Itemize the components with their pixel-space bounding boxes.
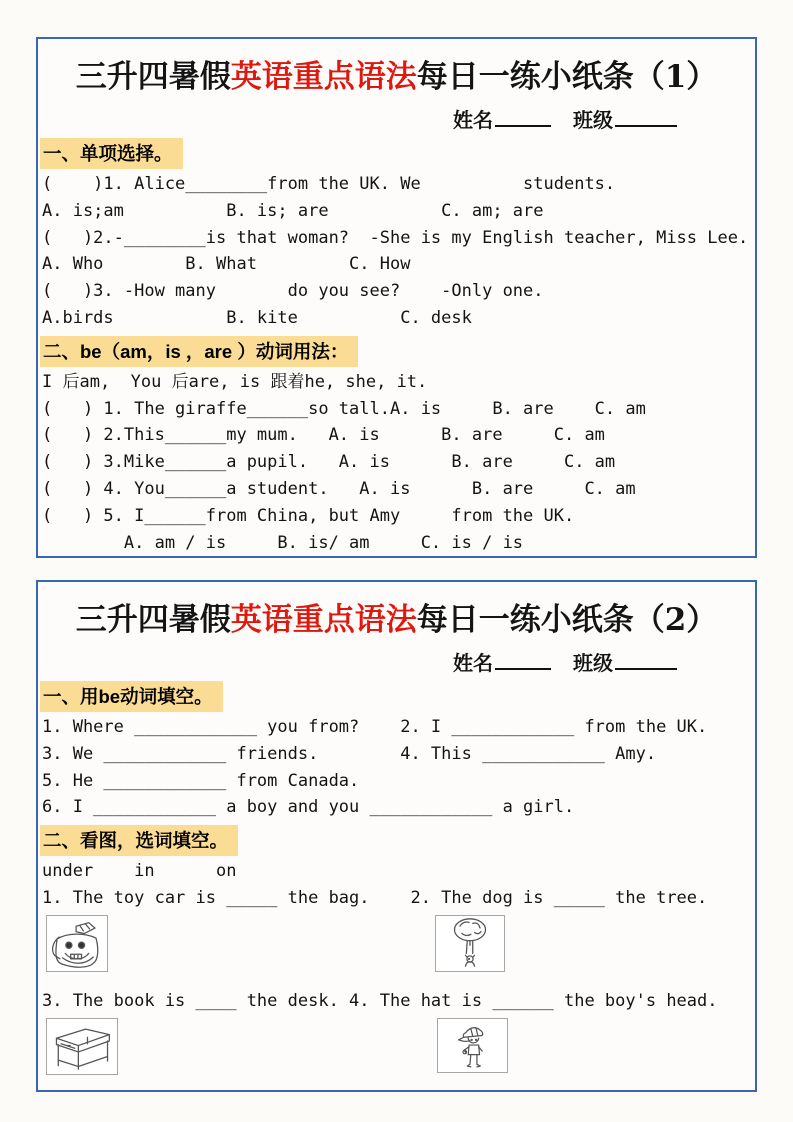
- picture-row-2: [38, 1015, 755, 1075]
- bag-image: [46, 915, 108, 972]
- name-class-line: [38, 647, 755, 677]
- section-1-header-label: 一、用be动词填空。: [40, 681, 223, 712]
- be-question-line: ( ) 5. I______from China, but Amy from the UK.: [42, 505, 575, 526]
- mc-question-line: ( )1. Alice________from the UK. We students.: [42, 174, 616, 194]
- boy-image: [437, 1018, 508, 1073]
- grammar-note-line: I 后am, You 后are, is 跟着he, she, it.: [42, 371, 428, 392]
- desk-image: [46, 1018, 118, 1075]
- title-suffix: 每日一练小纸条（2）: [416, 602, 718, 638]
- be-question-line: ( ) 3.Mike______a pupil. A. is B. are C. am: [42, 452, 616, 473]
- mc-options-line: A. Who B. What C. How: [42, 254, 411, 275]
- class-label: 班级: [573, 108, 613, 132]
- class-label: 班级: [573, 651, 613, 675]
- title-red-phrase: 英语重点语法: [230, 59, 417, 95]
- name-blank: [495, 650, 551, 670]
- name-blank: [495, 107, 551, 127]
- word-bank-line: under in on: [42, 861, 237, 882]
- section-2-header-label: 二、be（am，is ，are ）动词用法：: [40, 336, 358, 367]
- section-1-header-label: 一、单项选择。: [40, 138, 183, 169]
- worksheet-card-2: [36, 580, 757, 1092]
- worksheet-title-2: [38, 594, 755, 639]
- fill-blank-line: 6. I ____________ a boy and you ____________ a girl.: [42, 797, 575, 818]
- be-question-line: ( ) 4. You______a student. A. is B. are C. am: [42, 478, 636, 499]
- title-prefix: 三升四暑假: [75, 602, 231, 638]
- tree-image: [435, 915, 505, 972]
- fill-blank-line: 5. He ____________ from Canada.: [42, 770, 360, 791]
- be-question-line: ( ) 1. The giraffe______so tall.A. is B. are C. am: [42, 398, 646, 419]
- dog-under-tree-icon: [438, 917, 502, 969]
- worksheet-title-1: [38, 51, 755, 96]
- picture-row-1: [38, 912, 755, 988]
- worksheet-card-1: [36, 37, 757, 558]
- picture-question-line-1-2: 1. The toy car is _____ the bag. 2. The dog is _____ the tree.: [42, 887, 708, 908]
- mc-options-line: A.birds B. kite C. desk: [42, 307, 472, 328]
- title-suffix: 每日一练小纸条（1）: [416, 59, 718, 95]
- picture-question-line-3-4: 3. The book is ____ the desk. 4. The hat is ______ the boy's head.: [42, 990, 718, 1011]
- be-options-line: A. am / is B. is/ am C. is / is: [42, 532, 524, 553]
- title-prefix: 三升四暑假: [75, 59, 231, 95]
- be-question-line: ( ) 2.This______my mum. A. is B. are C. am: [42, 425, 605, 446]
- boy-wearing-cap-icon: [442, 1021, 504, 1070]
- title-red-phrase: 英语重点语法: [230, 602, 417, 638]
- name-label: 姓名: [453, 108, 493, 132]
- mc-question-line: ( )3. -How many do you see? -Only one.: [42, 281, 544, 302]
- fill-blank-line: 3. We ____________ friends. 4. This ____________ Amy.: [42, 743, 657, 764]
- mc-question-line: ( )2.-________is that woman? -She is my English teacher, Miss Lee.: [42, 227, 749, 248]
- schoolbag-with-toy-car-icon: [49, 917, 105, 969]
- section-1-header: [40, 138, 755, 169]
- name-class-line: [38, 104, 755, 134]
- section-2-header-label: 二、看图，选词填空。: [40, 825, 238, 856]
- class-blank: [615, 107, 677, 127]
- mc-options-line: A. is;am B. is; are C. am; are: [42, 200, 544, 221]
- desk-icon: [49, 1020, 115, 1072]
- name-label: 姓名: [453, 651, 493, 675]
- section-1-header: [40, 681, 755, 712]
- class-blank: [615, 650, 677, 670]
- fill-blank-line: 1. Where ____________ you from? 2. I ____________ from the UK.: [42, 717, 708, 737]
- section-2-header: [40, 336, 755, 367]
- section-2-header: [40, 825, 755, 856]
